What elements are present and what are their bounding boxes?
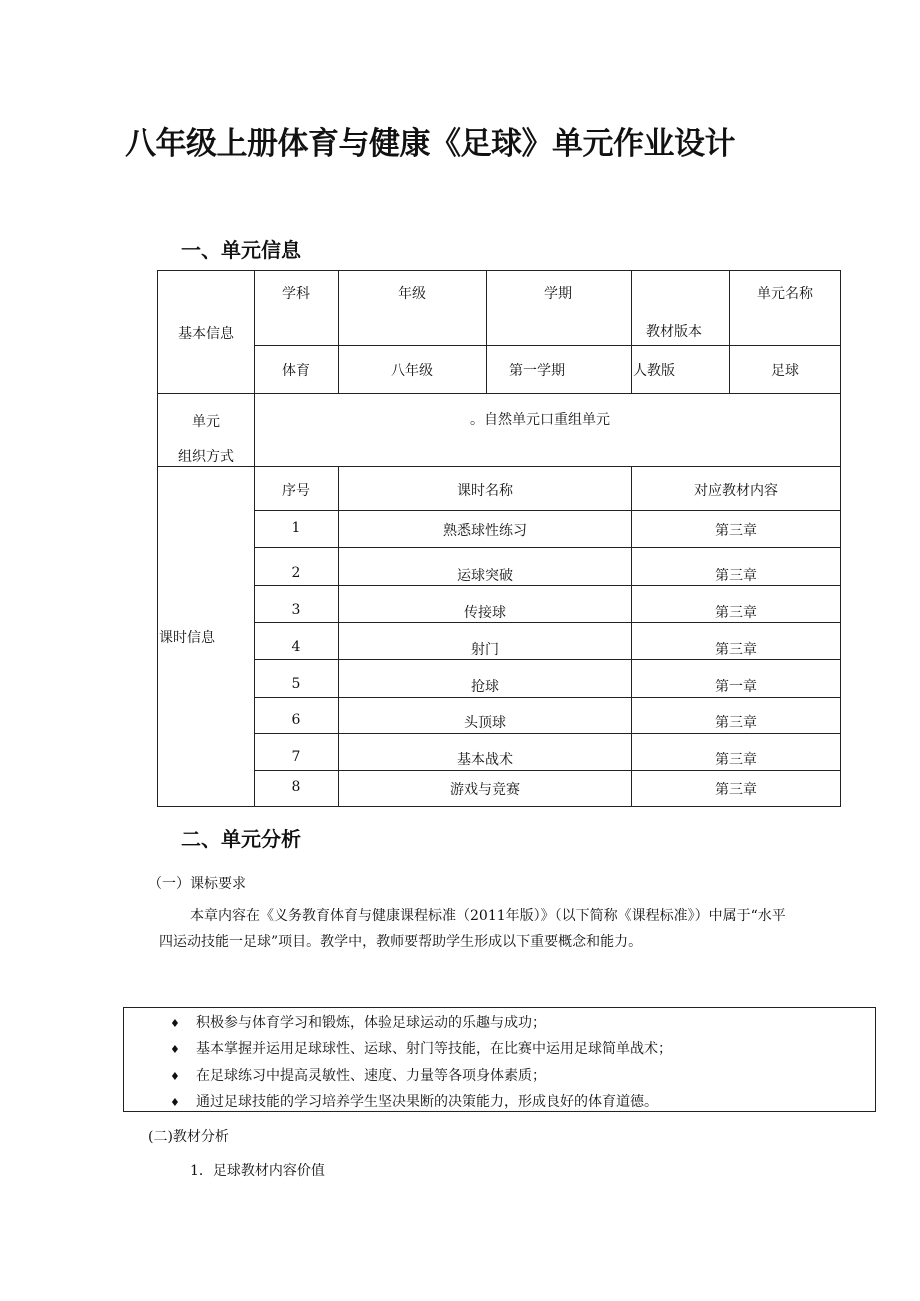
lesson-chapter: 第一章 (715, 679, 757, 695)
diamond-bullet-icon: ♦ (170, 1017, 180, 1030)
goal-item: ♦ 基本掌握并运用足球球性、运球、射门等技能，在比赛中运用足球简单战术； (170, 1041, 672, 1057)
header-grade: 年级 (398, 286, 426, 302)
org-label-line1: 单元 (192, 414, 220, 430)
goal-item: ♦ 积极参与体育学习和锻炼，体验足球运动的乐趣与成功； (170, 1015, 546, 1031)
lesson-no: 2 (291, 565, 301, 581)
value-term: 第一学期 (509, 363, 565, 379)
goal-item: ♦ 在足球练习中提高灵敏性、速度、力量等各项身体素质； (170, 1068, 546, 1084)
lesson-chapter: 第三章 (715, 523, 757, 539)
subheading-textbook-analysis: (二)教材分析 (148, 1129, 229, 1145)
lesson-name: 射门 (471, 642, 499, 658)
header-term: 学期 (544, 286, 572, 302)
lesson-name: 传接球 (464, 605, 506, 621)
subheading-curriculum-requirements: （一）课标要求 (148, 876, 246, 892)
lesson-no: 5 (291, 676, 301, 692)
section-heading-unit-analysis: 二、单元分析 (181, 827, 301, 851)
diamond-bullet-icon: ♦ (170, 1043, 180, 1056)
header-subject: 学科 (282, 286, 310, 302)
lesson-chapter: 第三章 (715, 568, 757, 584)
value-grade: 八年级 (391, 363, 433, 379)
org-value: 。自然单元口重组单元 (470, 412, 610, 428)
lesson-chapter: 第三章 (715, 715, 757, 731)
lesson-chapter: 第三章 (715, 642, 757, 658)
lesson-info-label: 课时信息 (159, 630, 215, 646)
lesson-header-name: 课时名称 (457, 483, 513, 499)
diamond-bullet-icon: ♦ (170, 1070, 180, 1083)
lesson-header-no: 序号 (282, 483, 310, 499)
goal-item: ♦ 通过足球技能的学习培养学生坚决果断的决策能力，形成良好的体育道德。 (170, 1094, 658, 1110)
lesson-name: 抢球 (471, 679, 499, 695)
paragraph-line2: 四运动技能一足球”项目。教学中，教师要帮助学生形成以下重要概念和能力。 (159, 934, 643, 950)
lesson-name: 头顶球 (464, 715, 506, 731)
lesson-no: 1 (291, 520, 301, 536)
lesson-no: 6 (291, 712, 301, 728)
org-label-line2: 组织方式 (178, 449, 234, 465)
value-unit-name: 足球 (771, 363, 799, 379)
goals-box (123, 1007, 876, 1112)
lesson-name: 运球突破 (457, 568, 513, 584)
lesson-name: 熟悉球性练习 (443, 523, 527, 539)
lesson-chapter: 第三章 (715, 605, 757, 621)
value-textbook-version: 人教版 (633, 363, 675, 379)
lesson-chapter: 第三章 (715, 752, 757, 768)
lesson-no: 4 (291, 639, 301, 655)
header-unit-name: 单元名称 (757, 286, 813, 302)
value-subject: 体育 (282, 363, 310, 379)
lesson-chapter: 第三章 (715, 782, 757, 798)
section-heading-unit-info: 一、单元信息 (181, 238, 301, 262)
lesson-name: 基本战术 (457, 752, 513, 768)
lesson-no: 7 (291, 749, 301, 765)
header-textbook-version: 教材版本 (646, 324, 702, 340)
textbook-item-1: 1．足球教材内容价值 (190, 1163, 325, 1179)
lesson-header-chapter: 对应教材内容 (694, 483, 778, 499)
lesson-no: 8 (291, 779, 301, 795)
lesson-name: 游戏与竞赛 (450, 782, 520, 798)
page-title: 八年级上册体育与健康《足球》单元作业设计 (125, 126, 735, 162)
diamond-bullet-icon: ♦ (170, 1096, 180, 1109)
lesson-no: 3 (291, 602, 301, 618)
paragraph-line1: 本章内容在《义务教育体育与健康课程标准（2011年版）》（以下简称《课程标准》）中属于“水平 (190, 908, 786, 924)
basic-info-label: 基本信息 (178, 326, 234, 342)
